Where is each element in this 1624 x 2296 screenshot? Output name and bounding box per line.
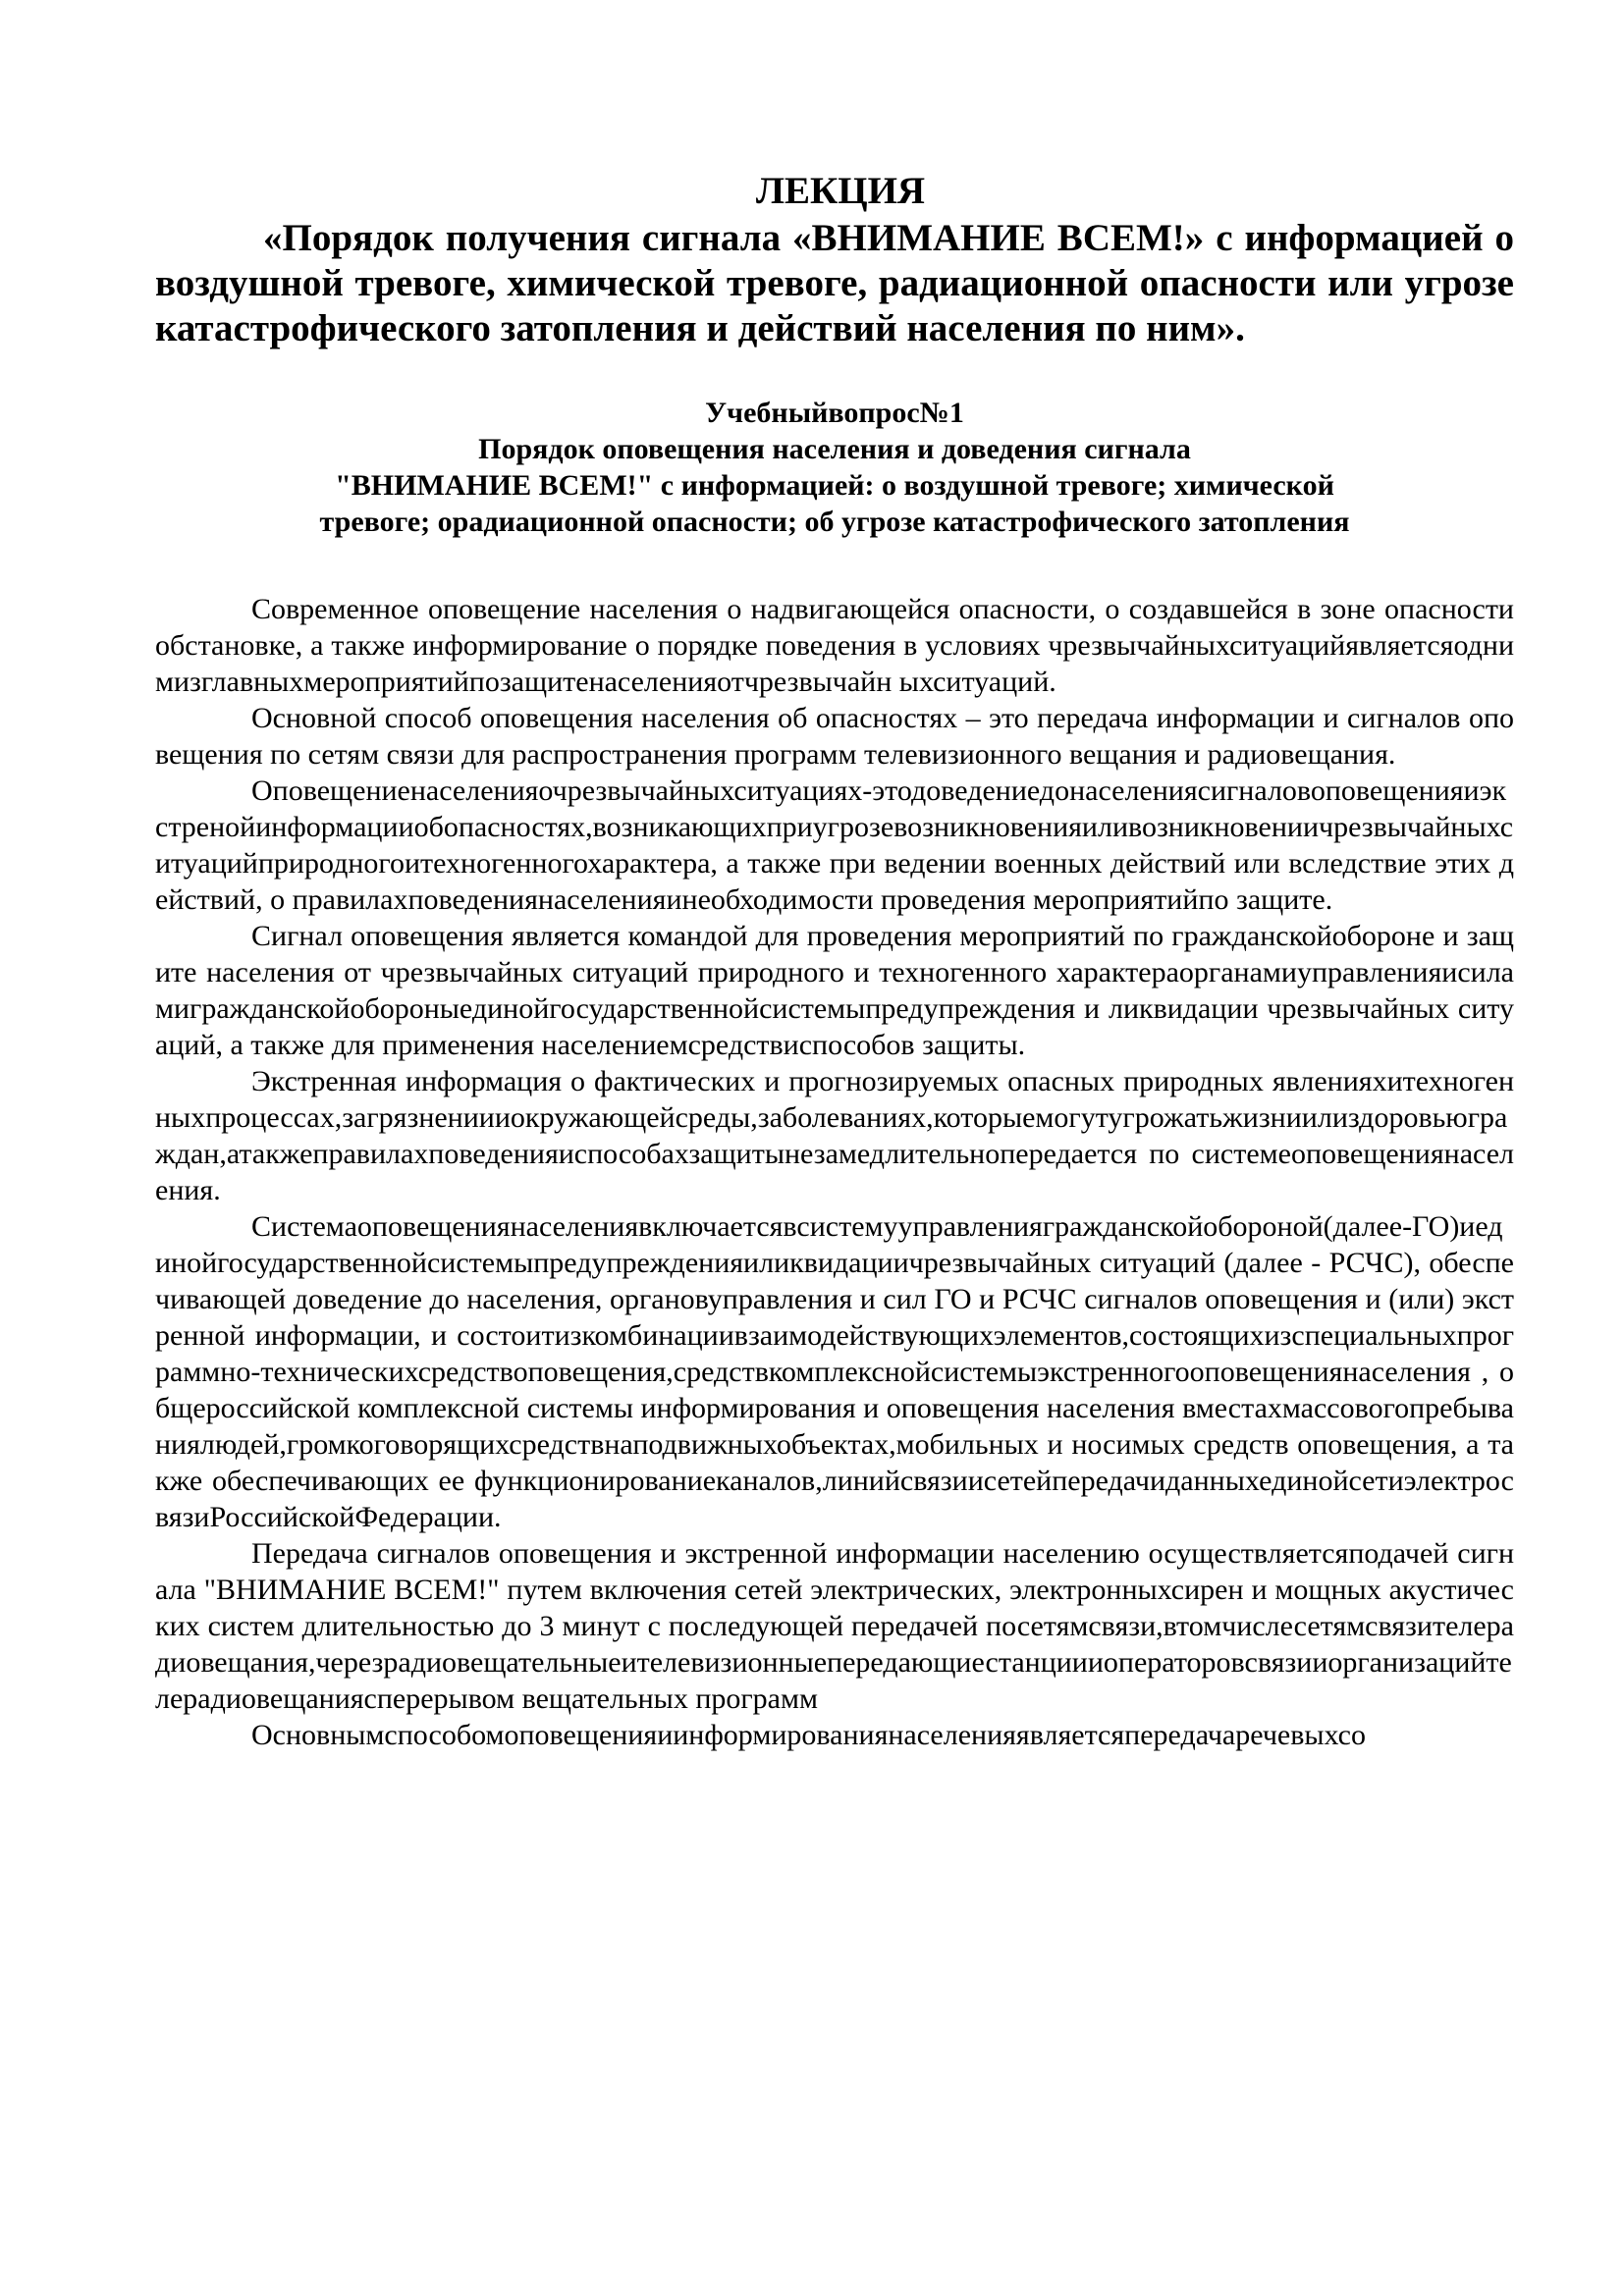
paragraph: Оповещениенаселенияочрезвычайныхситуациях-этодоведениедонаселениясигналовоповещенияиэкстренойинформацииобопасностях,возникающихприугрозевозникновенияиливозникновениичрезвычайныхситуацийприродногоитехногенногохарактера, а также при ведении военных действий или вследствие этих действий, о правилахповедениянаселенияинеобходимости проведения мероприятийпо защите.: [155, 774, 1514, 916]
paragraph: Основнымспособомоповещенияиинформированиянаселенияявляетсяпередачаречевыхсо: [251, 1719, 1366, 1751]
paragraph: Сигнал оповещения является командой для проведения мероприятий по гражданскойобороне и защите населения от чрезвычайных ситуаций природного и техногенного характераорганамиуправленияисиламигражданскойобороныединойгосударственнойсистемыпредупреждения и ликвидации чрезвычайных ситуаций, а также для применения населениемсредствиспособов защиты.: [155, 920, 1514, 1061]
paragraph: Основной способ оповещения населения об опасностях – это передача информации и сигналов оповещения по сетям связи для распространения программ телевизионного вещания и радиовещания.: [155, 702, 1514, 771]
paragraph: Экстренная информация о фактических и прогнозируемых опасных природных явленияхитехногенныхпроцессах,загрязнениииокружающейсреды,заболеваниях,которыемогутугрожатьжизниилиздоровьюграждан,атакжеправилахповеденияиспособахзащитынезамедлительнопередается по системеоповещениянаселения.: [155, 1065, 1514, 1206]
paragraph: Современное оповещение населения о надвигающейся опасности, о создавшейся в зоне опасности обстановке, а также информирование о порядке поведения в условиях чрезвычайныхситуацийявляетсяоднимизглавныхмероприятийпозащитенаселенияотчрезвычайн ыхситуаций.: [155, 593, 1514, 698]
document-body: [155, 169, 1514, 1753]
question-title-line-2: "ВНИМАНИЕ ВСЕМ!" с информацией: о воздушной тревоге; химической: [335, 469, 1334, 502]
lecture-text: [155, 591, 1514, 1753]
question-title-line-3: тревоге; орадиационной опасности; об угрозе катастрофического затопления: [319, 506, 1350, 538]
paragraph: Передача сигналов оповещения и экстренной информации населению осуществляетсяподачей сигнала "ВНИМАНИЕ ВСЕМ!" путем включения сетей электрических, электронныхсирен и мощных акустических систем длительностью до 3 минут с последующей передачей посетямсвязи,втомчислесетямсвязителерадиовещания,черезрадиовещательныеителевизионныепередающиестанциииоператоровсвязииорганизацийтелерадиовещаниясперерывом вещательных программ: [155, 1537, 1514, 1715]
question-heading: [155, 395, 1514, 540]
question-number: Учебныйвопрос№1: [705, 397, 964, 429]
paragraph: Системаоповещениянаселениявключаетсявсистемууправлениягражданскойобороной(далее-ГО)иединойгосударственнойсистемыпредупрежденияиликвидациичрезвычайных ситуаций (далее - РСЧС), обеспечивающей доведение до населения, органовуправления и сил ГО и РСЧС сигналов оповещения и (или) экстренной информации, и состоитизкомбинациивзаимодействующихэлементов,состоящихизспециальныхпрограммно-техническихсредствоповещения,средствкомплекснойсистемыэкстренногооповещениянаселения , общероссийской комплексной системы информирования и оповещения населения вместахмассовогопребываниялюдей,громкоговорящихсредствнаподвижныхобъектах,мобильных и носимых средств оповещения, а также обеспечивающих ее функционированиеканалов,линийсвязиисетейпередачиданныхединойсетиэлектросвязиРоссийскойФедерации.: [155, 1210, 1514, 1533]
lecture-label: ЛЕКЦИЯ: [755, 170, 926, 212]
lecture-title: «Порядок получения сигнала «ВНИМАНИЕ ВСЕМ!» с информацией о воздушной тревоге, химической тревоге, радиационной опасности или угрозе катастрофического затопления и действий населения по ним».: [155, 217, 1514, 349]
question-title-line-1: Порядок оповещения населения и доведения сигнала: [478, 433, 1191, 465]
